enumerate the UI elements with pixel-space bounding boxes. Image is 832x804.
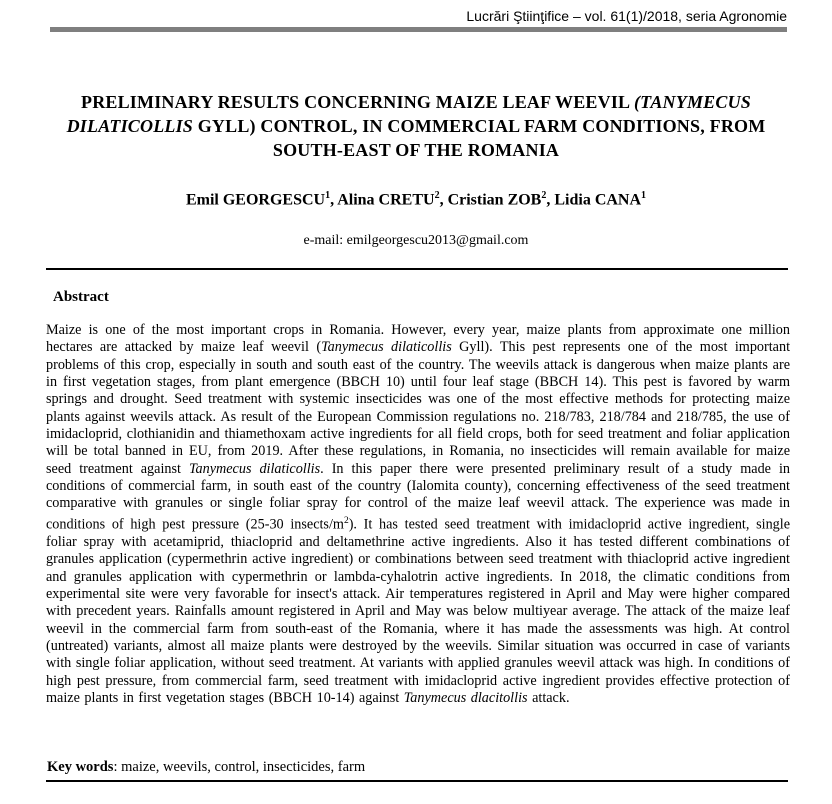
author-name: Emil GEORGESCU	[185, 191, 326, 209]
authors-line	[44, 190, 788, 209]
keywords-line	[47, 759, 790, 776]
abstract-segment: attack.	[527, 689, 570, 706]
paper-title	[44, 90, 788, 162]
author-affiliation-sup: 2	[434, 190, 440, 201]
author-separator: ,	[546, 191, 555, 209]
author-affiliation-sup: 1	[641, 190, 647, 201]
abstract-species-italic: Tanymecus dilaticollis	[188, 460, 321, 477]
keywords-label: Key words	[47, 759, 114, 775]
author-affiliation-sup: 1	[325, 190, 331, 201]
author-name: Alina CRETU	[337, 191, 435, 209]
abstract-segment: Maize is one of the most important crops in Romania. However, every year, maize plants from approximate one million hectares are attacked by maize leaf weevil (	[46, 322, 790, 356]
author-name: Cristian ZOB	[447, 191, 542, 209]
author-separator: ,	[439, 191, 448, 209]
email-line: e-mail: emilgeorgescu2013@gmail.com	[303, 233, 529, 248]
author-name: Lidia CANA	[554, 191, 642, 209]
abstract-species-italic: Tanymecus dlacitollis	[403, 689, 528, 706]
abstract-heading: Abstract	[53, 289, 109, 305]
top-rule-divider	[46, 268, 788, 270]
abstract-segment: ). It has tested seed treatment with imidacloprid active ingredient, single foliar spray with acetamiprid, thiacloprid and deltamethrine active ingredients. Also it has tested different combinations of granules application (cypermethrin active ingredient) or combinations between seed treatment with thiacloprid active ingredient and granules application with cypermethrin or lambda-cyhalotrin active ingredients. In 2018, the climatic conditions from experimental site were very favorable for insect's attack. Air temperatures registered in April and May were higher compared with precedent years. Rainfalls amount registered in April and May was below multiyear average. The attack of the maize leaf weevil in the commercial farm from south-east of the Romania, where it has made the assessments was high. At control (untreated) variants, almost all maize plants were destroyed by the weevils. Similar situation was occurred in case of variants with single foliar application, without seed treatment. At variants with applied granules weevil attack was high. In conditions of high pest pressure, from commercial farm, seed treatment with imidacloprid active ingredient provides effective protection of maize plants in first vegetation stages (BBCH 10-14) against	[46, 516, 791, 706]
abstract-superscript: 2	[343, 515, 349, 526]
abstract-segment: Gyll). This pest represents one of the most important problems of this crop, especially in south and south east of the country. The weevils attack is dangerous when maize plants are in first vegetation stages, from plant emergence (BBCH 10) until four leaf stage (BBCH 14). This pest is favored by warm springs and drought. Seed treatment with systemic insecticides was one of the most effective methods for protecting maize plants against weevils attack. As result of the European Commission regulations no. 218/783, 218/784 and 218/785, the use of imidacloprid, clothianidin and thiamethoxam active ingredients for all field crops, both for seed treatment and foliar application will be total banned in EU, from 2019. After these regulations, in Romania, no insecticides will remain available for maize seed treatment against	[46, 339, 791, 477]
author-separator: ,	[330, 191, 338, 209]
title-text-post: GYLL) CONTROL, IN COMMERCIAL FARM CONDITIONS, FROM SOUTH-EAST OF THE ROMANIA	[193, 116, 766, 160]
abstract-species-italic: Tanymecus dilaticollis	[321, 339, 452, 356]
journal-header: Lucrări Ştiinţifice – vol. 61(1)/2018, seria Agronomie	[466, 8, 787, 24]
abstract-paragraph	[46, 322, 790, 707]
title-species-italic: (TANYMECUS DILATICOLLIS	[66, 92, 751, 136]
title-text-pre: PRELIMINARY RESULTS CONCERNING MAIZE LEAF WEEVIL	[81, 92, 634, 112]
header-divider-bar	[50, 27, 787, 32]
abstract-segment: . In this paper there were presented preliminary result of a study made in conditions of commercial farm, in south east of the country (Ialomita county), concerning effectiveness of the seed treatment comparative with granules or single foliar spray for control of the maize leaf weevil attack. The experience was made in conditions of high pest pressure (25-30 insects/m	[46, 460, 790, 533]
author-affiliation-sup: 2	[541, 190, 547, 201]
bottom-rule-divider	[46, 780, 788, 782]
keywords-text: : maize, weevils, control, insecticides, farm	[113, 759, 366, 775]
